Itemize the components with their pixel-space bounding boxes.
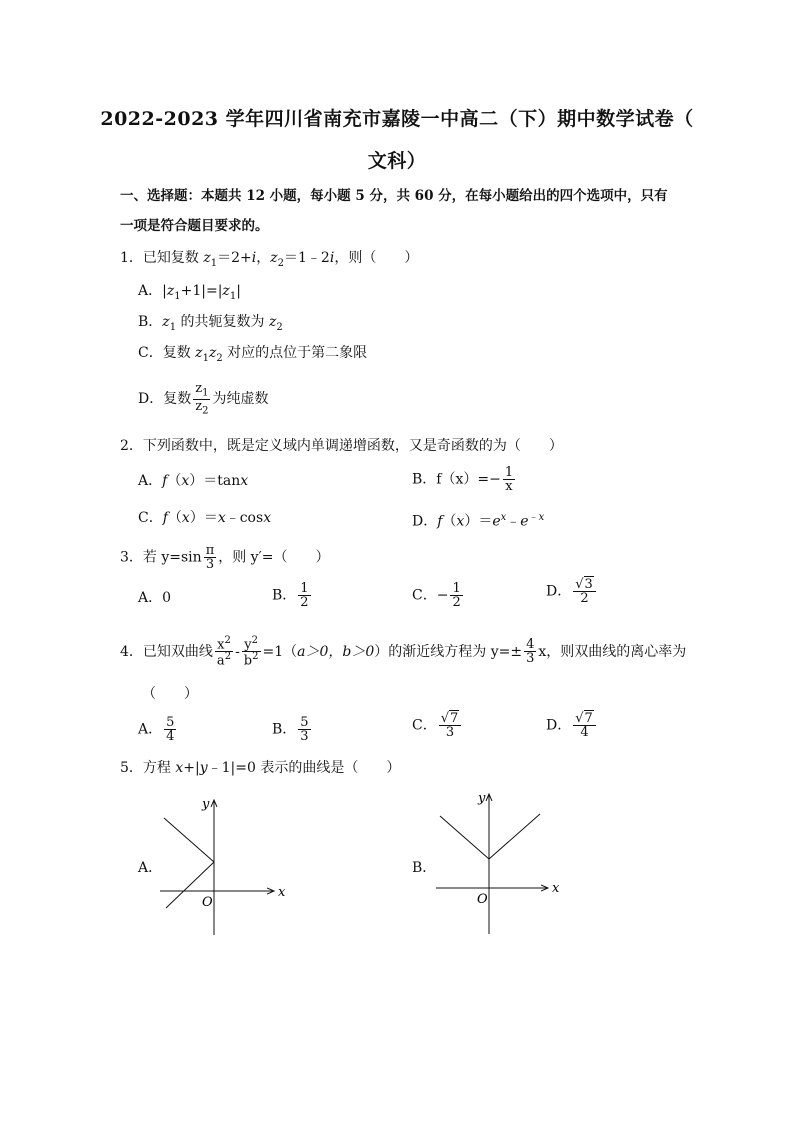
q2-option-a: A．f（x）＝tanx <box>138 473 249 489</box>
q2-option-b: B．f（x）=− $\frac{1}{x}$ <box>412 465 514 494</box>
q2-option-d: D．$f(x)=e^x﹣e^{﹣x}$ <box>412 512 545 530</box>
question-1: 1．已知复数 $z_1=2+i$，$z_2=1﹣2i$，则（ ） <box>120 250 419 269</box>
origin-label: O <box>477 892 488 907</box>
curve-left-ray <box>440 816 489 859</box>
q1-option-c: C．复数 $z_1z_2$ 对应的点位于第二象限 <box>138 345 368 364</box>
q1-option-b: B．$z_1$ 的共轭复数为 $z_2$ <box>138 314 283 333</box>
origin-label: O <box>202 895 213 910</box>
y-axis-label: y <box>202 797 210 812</box>
q2-option-c: C．f（x）＝x﹣cosx <box>138 510 272 526</box>
y-axis-label: y <box>478 791 486 806</box>
x-axis-label: x <box>552 881 560 896</box>
q4-option-a: A． $\frac{5}{4}$ <box>138 715 175 744</box>
question-4: 4．已知双曲线 $\frac{x^2}{a^2}$ - $\frac{y^2}{b^2}$ =1（a＞0，b＞0）的渐近线方程为 y=± $\frac{4}{3}$ x，则双曲线的离心率为 <box>120 635 687 669</box>
q4-option-c: C． $\frac{√7}{3}$ <box>412 712 463 739</box>
q1-option-a: A．$|z_1+1|=|z_1|$ <box>138 283 241 302</box>
x-axis-label: x <box>278 885 286 900</box>
curve-right-ray <box>489 814 540 859</box>
curve-upper-ray <box>164 818 214 862</box>
q4-option-d: D． $\frac{√7}{4}$ <box>546 712 598 739</box>
q4-paren: （ ） <box>142 686 198 702</box>
q5-option-b-label: B． <box>412 860 437 876</box>
question-3: 3．若 y=sin $\frac{\pi}{3}$ ，则 y′=（ ） <box>120 543 330 572</box>
question-5: 5．方程 x+|y﹣1|=0 表示的曲线是（ ） <box>120 760 401 776</box>
q3-option-a: A．0 <box>138 590 172 606</box>
q3-option-c: C．− $\frac{1}{2}$ <box>412 581 461 610</box>
q5-option-a-label: A． <box>138 860 163 876</box>
q5-graph-a <box>160 790 290 940</box>
q1-option-d: D．复数 $\frac{z_1}{z_2}$ 为纯虚数 <box>138 381 269 417</box>
section-heading-2: 一项是符合题目要求的。 <box>120 218 269 234</box>
q4-option-b: B． $\frac{5}{3}$ <box>272 715 309 744</box>
section-heading-1: 一、选择题：本题共 12 小题，每小题 5 分，共 60 分，在每小题给出的四个选项中，只有 <box>120 188 668 204</box>
q3-option-d: D． $\frac{√3}{2}$ <box>546 578 598 605</box>
exam-title-line2: 文科） <box>367 150 427 172</box>
q5-graph-b <box>436 788 566 938</box>
fraction-z1-z2: $\frac{z_1}{z_2}$ <box>195 381 209 417</box>
q3-option-b: B． $\frac{1}{2}$ <box>272 581 309 610</box>
question-2: 2．下列函数中，既是定义域内单调递增函数，又是奇函数的为（ ） <box>120 438 563 454</box>
exam-title-line1: 2022-2023 学年四川省南充市嘉陵一中高二（下）期中数学试卷（ <box>100 108 694 130</box>
